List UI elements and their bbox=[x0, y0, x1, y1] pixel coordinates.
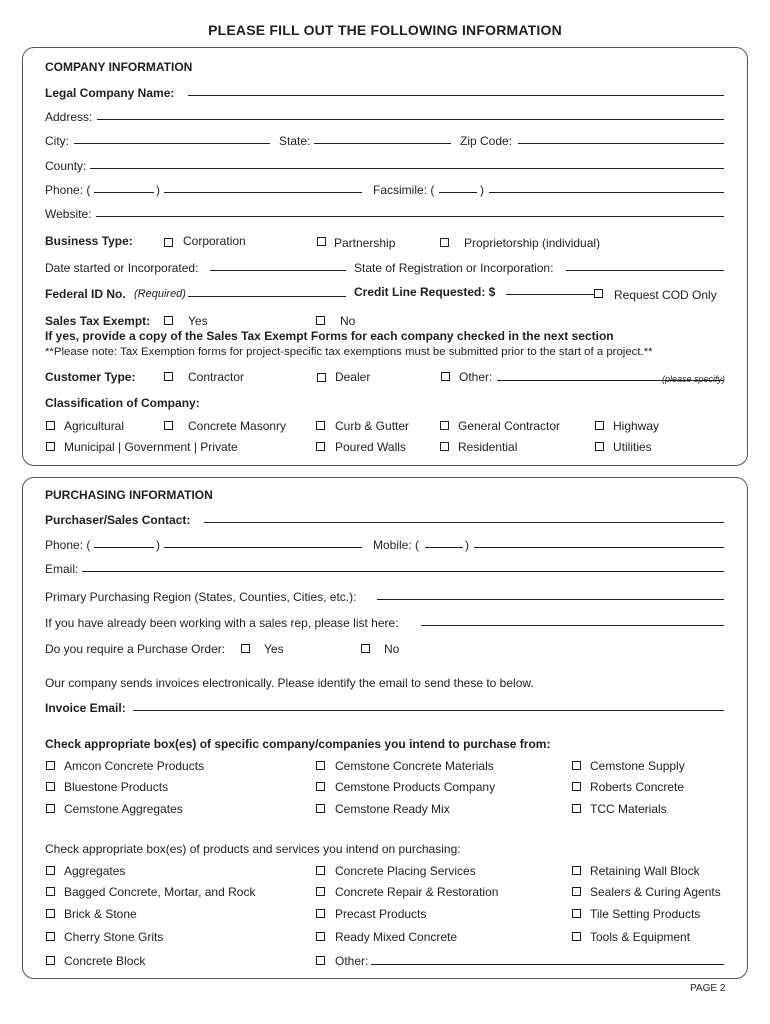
brick-label: Brick & Stone bbox=[64, 907, 137, 921]
phone-close-paren: ) bbox=[156, 183, 160, 197]
sales-tax-no-checkbox[interactable] bbox=[316, 316, 325, 325]
city-label: City: bbox=[45, 134, 69, 148]
sales-tax-no-label: No bbox=[340, 314, 356, 328]
purchaser-contact-label: Purchaser/Sales Contact: bbox=[45, 513, 191, 527]
website-label: Website: bbox=[45, 207, 92, 221]
partnership-checkbox[interactable] bbox=[317, 237, 326, 246]
email-field[interactable] bbox=[82, 571, 724, 572]
bagged-checkbox[interactable] bbox=[46, 887, 55, 896]
fax-field[interactable] bbox=[489, 192, 724, 193]
purchasing-information-section bbox=[22, 477, 748, 979]
state-registration-label: State of Registration or Incorporation: bbox=[354, 261, 554, 275]
cemstone-materials-checkbox[interactable] bbox=[316, 761, 325, 770]
bluestone-label: Bluestone Products bbox=[64, 780, 169, 794]
state-registration-field[interactable] bbox=[566, 270, 724, 271]
please-specify-hint: (please specify) bbox=[662, 374, 726, 384]
cemstone-supply-checkbox[interactable] bbox=[572, 761, 581, 770]
tile-label: Tile Setting Products bbox=[590, 907, 701, 921]
sales-tax-yes-checkbox[interactable] bbox=[164, 316, 173, 325]
purchasing-region-label: Primary Purchasing Region (States, Counties, Cities, etc.): bbox=[45, 590, 357, 604]
roberts-checkbox[interactable] bbox=[572, 782, 581, 791]
roberts-label: Roberts Concrete bbox=[590, 780, 685, 794]
amcon-checkbox[interactable] bbox=[46, 761, 55, 770]
mobile-label: Mobile: ( bbox=[373, 538, 420, 552]
purchasing-phone-close-paren: ) bbox=[156, 538, 160, 552]
sealers-checkbox[interactable] bbox=[572, 887, 581, 896]
ready-mixed-checkbox[interactable] bbox=[316, 932, 325, 941]
concrete-block-label: Concrete Block bbox=[64, 954, 146, 968]
zip-field[interactable] bbox=[518, 143, 724, 144]
phone-field[interactable] bbox=[164, 192, 362, 193]
contractor-checkbox[interactable] bbox=[164, 372, 173, 381]
address-field[interactable] bbox=[97, 119, 724, 120]
county-field[interactable] bbox=[90, 168, 724, 169]
municipal-checkbox[interactable] bbox=[46, 442, 55, 451]
zip-label: Zip Code: bbox=[460, 134, 513, 148]
purchase-order-yes-label: Yes bbox=[264, 642, 284, 656]
repair-checkbox[interactable] bbox=[316, 887, 325, 896]
tools-checkbox[interactable] bbox=[572, 932, 581, 941]
partnership-label: Partnership bbox=[334, 236, 396, 250]
other-product-label: Other: bbox=[335, 954, 369, 968]
bluestone-checkbox[interactable] bbox=[46, 782, 55, 791]
poured-walls-checkbox[interactable] bbox=[316, 442, 325, 451]
fax-area-field[interactable] bbox=[439, 192, 477, 193]
curb-gutter-checkbox[interactable] bbox=[316, 421, 325, 430]
dealer-checkbox[interactable] bbox=[317, 373, 326, 382]
phone-label: Phone: ( bbox=[45, 183, 91, 197]
invoice-email-field[interactable] bbox=[133, 710, 724, 711]
purchasing-region-field[interactable] bbox=[377, 599, 724, 600]
cherry-label: Cherry Stone Grits bbox=[64, 930, 164, 944]
credit-line-field[interactable] bbox=[506, 294, 594, 295]
cemstone-materials-label: Cemstone Concrete Materials bbox=[335, 759, 494, 773]
corporation-checkbox[interactable] bbox=[164, 238, 173, 247]
highway-label: Highway bbox=[613, 419, 660, 433]
customer-type-label: Customer Type: bbox=[45, 370, 136, 384]
sealers-label: Sealers & Curing Agents bbox=[590, 885, 721, 899]
sales-rep-field[interactable] bbox=[421, 625, 724, 626]
address-label: Address: bbox=[45, 110, 93, 124]
website-field[interactable] bbox=[96, 216, 724, 217]
general-contractor-label: General Contractor bbox=[458, 419, 561, 433]
retaining-checkbox[interactable] bbox=[572, 866, 581, 875]
ready-mixed-label: Ready Mixed Concrete bbox=[335, 930, 458, 944]
credit-line-label: Credit Line Requested: $ bbox=[354, 285, 496, 299]
company-heading: COMPANY INFORMATION bbox=[45, 60, 193, 74]
residential-label: Residential bbox=[458, 440, 518, 454]
federal-id-required: (Required) bbox=[134, 288, 186, 300]
tile-checkbox[interactable] bbox=[572, 909, 581, 918]
classification-label: Classification of Company: bbox=[45, 396, 200, 410]
other-customer-checkbox[interactable] bbox=[441, 372, 450, 381]
cemstone-ready-mix-checkbox[interactable] bbox=[316, 804, 325, 813]
request-cod-checkbox[interactable] bbox=[594, 289, 603, 298]
cemstone-products-label: Cemstone Products Company bbox=[335, 780, 496, 794]
tcc-label: TCC Materials bbox=[590, 802, 667, 816]
legal-name-field[interactable] bbox=[188, 95, 724, 96]
cherry-checkbox[interactable] bbox=[46, 932, 55, 941]
email-label: Email: bbox=[45, 562, 79, 576]
sales-tax-instructions: If yes, provide a copy of the Sales Tax Exempt Forms for each company checked in the next section bbox=[45, 329, 614, 343]
mobile-field[interactable] bbox=[474, 547, 724, 548]
state-label: State: bbox=[279, 134, 311, 148]
residential-checkbox[interactable] bbox=[440, 442, 449, 451]
cemstone-supply-label: Cemstone Supply bbox=[590, 759, 685, 773]
agricultural-label: Agricultural bbox=[64, 419, 125, 433]
curb-gutter-label: Curb & Gutter bbox=[335, 419, 410, 433]
agricultural-checkbox[interactable] bbox=[46, 421, 55, 430]
invoice-email-label: Invoice Email: bbox=[45, 701, 126, 715]
other-customer-label: Other: bbox=[459, 370, 493, 384]
brick-checkbox[interactable] bbox=[46, 909, 55, 918]
highway-checkbox[interactable] bbox=[595, 421, 604, 430]
invoice-note: Our company sends invoices electronically. Please identify the email to send these to below. bbox=[45, 676, 534, 690]
sales-rep-label: If you have already been working with a sales rep, please list here: bbox=[45, 616, 399, 630]
purchasing-heading: PURCHASING INFORMATION bbox=[45, 488, 213, 502]
utilities-label: Utilities bbox=[613, 440, 652, 454]
fax-close-paren: ) bbox=[480, 183, 484, 197]
purchaser-contact-field[interactable] bbox=[204, 522, 724, 523]
request-cod-label: Request COD Only bbox=[614, 288, 717, 302]
aggregates-label: Aggregates bbox=[64, 864, 126, 878]
proprietorship-label: Proprietorship (individual) bbox=[464, 236, 601, 250]
cemstone-ready-mix-label: Cemstone Ready Mix bbox=[335, 802, 450, 816]
general-contractor-checkbox[interactable] bbox=[440, 421, 449, 430]
dealer-label: Dealer bbox=[335, 370, 371, 384]
municipal-label: Municipal | Government | Private bbox=[64, 440, 238, 454]
other-product-field[interactable] bbox=[371, 964, 724, 965]
corporation-label: Corporation bbox=[183, 234, 246, 248]
placing-checkbox[interactable] bbox=[316, 866, 325, 875]
repair-label: Concrete Repair & Restoration bbox=[335, 885, 499, 899]
poured-walls-label: Poured Walls bbox=[335, 440, 406, 454]
purchasing-phone-field[interactable] bbox=[164, 547, 362, 548]
mobile-area-field[interactable] bbox=[425, 547, 463, 548]
concrete-masonry-label: Concrete Masonry bbox=[188, 419, 287, 433]
state-field[interactable] bbox=[314, 143, 451, 144]
tcc-checkbox[interactable] bbox=[572, 804, 581, 813]
business-type-label: Business Type: bbox=[45, 234, 133, 248]
purchasing-phone-area-field[interactable] bbox=[94, 547, 154, 548]
tax-exemption-note: **Please note: Tax Exemption forms for project-specific tax exemptions must be submitted prior to the start of a project.** bbox=[45, 346, 653, 358]
date-started-field[interactable] bbox=[210, 270, 346, 271]
purchase-order-yes-checkbox[interactable] bbox=[241, 644, 250, 653]
bagged-label: Bagged Concrete, Mortar, and Rock bbox=[64, 885, 256, 899]
precast-checkbox[interactable] bbox=[316, 909, 325, 918]
mobile-close-paren: ) bbox=[465, 538, 469, 552]
sales-tax-label: Sales Tax Exempt: bbox=[45, 314, 151, 328]
cemstone-aggregates-checkbox[interactable] bbox=[46, 804, 55, 813]
legal-name-label: Legal Company Name: bbox=[45, 86, 175, 100]
purchasing-phone-label: Phone: ( bbox=[45, 538, 91, 552]
products-heading: Check appropriate box(es) of products and services you intend on purchasing: bbox=[45, 842, 461, 856]
page-title: PLEASE FILL OUT THE FOLLOWING INFORMATION bbox=[208, 22, 562, 38]
phone-area-field[interactable] bbox=[94, 192, 154, 193]
federal-id-field[interactable] bbox=[188, 296, 346, 297]
page-number: PAGE 2 bbox=[690, 983, 726, 994]
cemstone-products-checkbox[interactable] bbox=[316, 782, 325, 791]
amcon-label: Amcon Concrete Products bbox=[64, 759, 205, 773]
date-started-label: Date started or Incorporated: bbox=[45, 261, 199, 275]
aggregates-checkbox[interactable] bbox=[46, 866, 55, 875]
purchase-order-label: Do you require a Purchase Order: bbox=[45, 642, 226, 656]
purchase-order-no-label: No bbox=[384, 642, 400, 656]
purchase-order-no-checkbox[interactable] bbox=[361, 644, 370, 653]
concrete-masonry-checkbox[interactable] bbox=[164, 421, 173, 430]
contractor-label: Contractor bbox=[188, 370, 245, 384]
other-product-checkbox[interactable] bbox=[316, 956, 325, 965]
tools-label: Tools & Equipment bbox=[590, 930, 691, 944]
companies-heading: Check appropriate box(es) of specific company/companies you intend to purchase from: bbox=[45, 737, 551, 751]
precast-label: Precast Products bbox=[335, 907, 427, 921]
county-label: County: bbox=[45, 159, 87, 173]
cemstone-aggregates-label: Cemstone Aggregates bbox=[64, 802, 183, 816]
placing-label: Concrete Placing Services bbox=[335, 864, 476, 878]
city-field[interactable] bbox=[74, 143, 270, 144]
facsimile-label: Facsimile: ( bbox=[373, 183, 435, 197]
sales-tax-yes-label: Yes bbox=[188, 314, 208, 328]
federal-id-label: Federal ID No. bbox=[45, 287, 126, 301]
retaining-label: Retaining Wall Block bbox=[590, 864, 700, 878]
concrete-block-checkbox[interactable] bbox=[46, 956, 55, 965]
proprietorship-checkbox[interactable] bbox=[440, 238, 449, 247]
utilities-checkbox[interactable] bbox=[595, 442, 604, 451]
